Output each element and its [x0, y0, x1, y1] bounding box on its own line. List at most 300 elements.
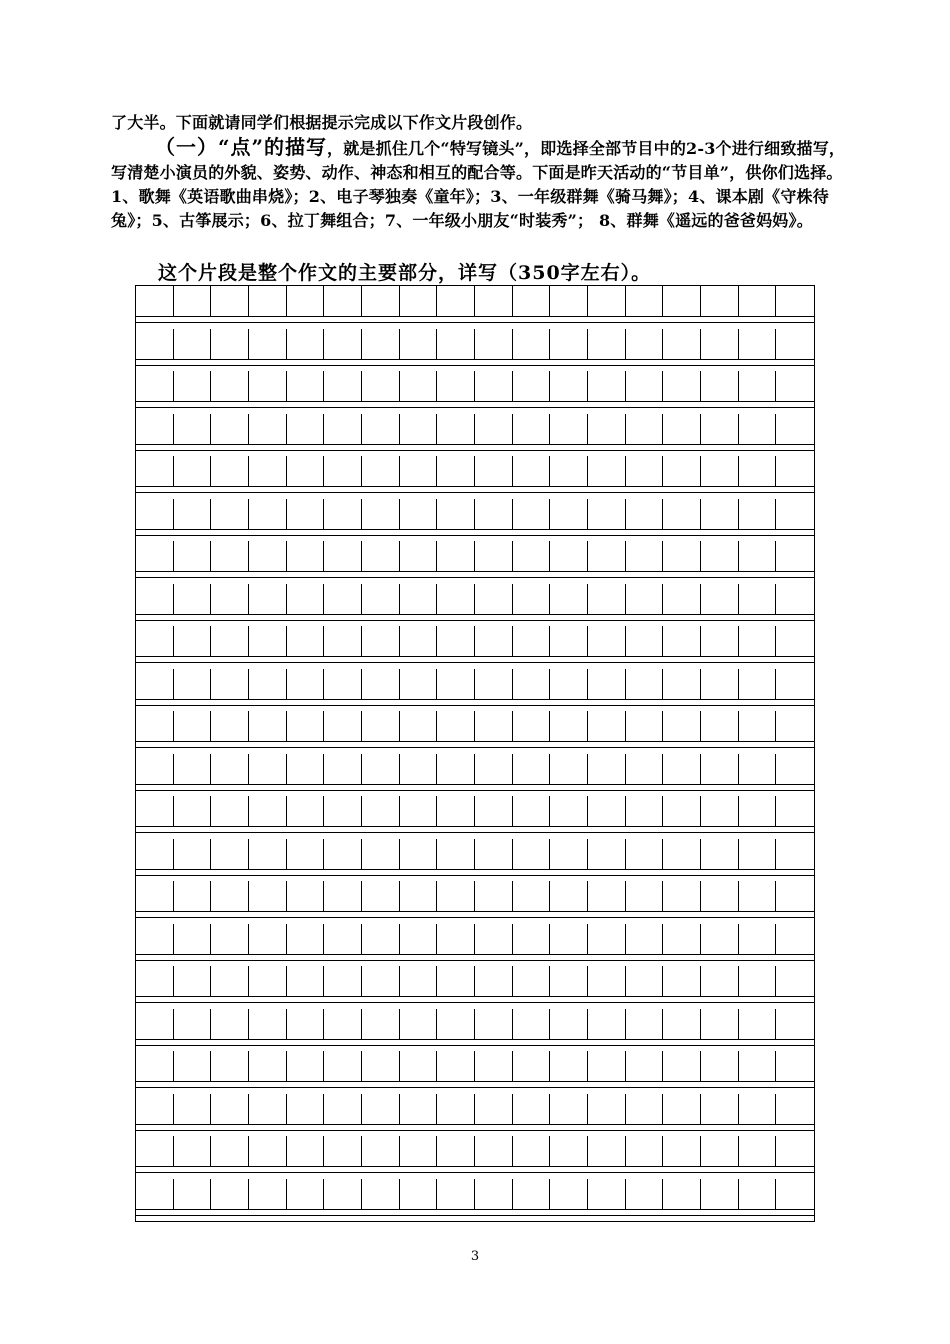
grid-cell[interactable] — [211, 499, 249, 529]
grid-cell[interactable] — [626, 499, 664, 529]
grid-cell[interactable] — [663, 456, 701, 486]
grid-cell[interactable] — [475, 499, 513, 529]
grid-cell[interactable] — [287, 329, 325, 359]
grid-cell[interactable] — [136, 1136, 174, 1166]
grid-cell[interactable] — [588, 669, 626, 699]
grid-cell[interactable] — [776, 584, 814, 614]
grid-cell[interactable] — [588, 414, 626, 444]
grid-cell[interactable] — [174, 626, 212, 656]
grid-cell[interactable] — [475, 1009, 513, 1039]
grid-cell[interactable] — [211, 1009, 249, 1039]
grid-cell[interactable] — [626, 541, 664, 571]
grid-cell[interactable] — [174, 711, 212, 741]
grid-cell[interactable] — [249, 1179, 287, 1209]
grid-cell[interactable] — [362, 796, 400, 826]
grid-cell[interactable] — [324, 754, 362, 784]
grid-cell[interactable] — [513, 1136, 551, 1166]
grid-cell[interactable] — [739, 414, 777, 444]
grid-cell[interactable] — [211, 881, 249, 911]
grid-cell[interactable] — [249, 966, 287, 996]
grid-cell[interactable] — [663, 881, 701, 911]
grid-cell[interactable] — [211, 924, 249, 954]
grid-cell[interactable] — [776, 796, 814, 826]
grid-cell[interactable] — [475, 1094, 513, 1124]
grid-cell[interactable] — [362, 329, 400, 359]
grid-cell[interactable] — [211, 839, 249, 869]
grid-cell[interactable] — [437, 881, 475, 911]
writing-grid[interactable] — [135, 285, 815, 1222]
grid-cell[interactable] — [701, 1009, 739, 1039]
grid-cell[interactable] — [174, 286, 212, 316]
grid-cell[interactable] — [550, 329, 588, 359]
grid-cell[interactable] — [475, 966, 513, 996]
grid-cell[interactable] — [475, 711, 513, 741]
grid-cell[interactable] — [588, 881, 626, 911]
grid-cell[interactable] — [739, 329, 777, 359]
grid-cell[interactable] — [249, 329, 287, 359]
grid-cell[interactable] — [475, 839, 513, 869]
grid-cell[interactable] — [513, 541, 551, 571]
grid-cell[interactable] — [211, 1051, 249, 1081]
grid-cell[interactable] — [550, 456, 588, 486]
grid-cell[interactable] — [324, 669, 362, 699]
grid-cell[interactable] — [249, 1051, 287, 1081]
grid-cell[interactable] — [287, 456, 325, 486]
grid-cell[interactable] — [663, 1179, 701, 1209]
grid-cell[interactable] — [437, 796, 475, 826]
grid-cell[interactable] — [776, 414, 814, 444]
grid-cell[interactable] — [362, 754, 400, 784]
grid-cell[interactable] — [211, 711, 249, 741]
grid-cell[interactable] — [588, 711, 626, 741]
grid-cell[interactable] — [588, 286, 626, 316]
grid-cell[interactable] — [174, 1051, 212, 1081]
grid-cell[interactable] — [287, 584, 325, 614]
grid-cell[interactable] — [437, 1094, 475, 1124]
grid-cell[interactable] — [513, 881, 551, 911]
grid-cell[interactable] — [324, 414, 362, 444]
grid-cell[interactable] — [513, 499, 551, 529]
grid-cell[interactable] — [287, 669, 325, 699]
grid-cell[interactable] — [174, 371, 212, 401]
grid-cell[interactable] — [739, 839, 777, 869]
grid-cell[interactable] — [287, 796, 325, 826]
grid-cell[interactable] — [550, 839, 588, 869]
grid-cell[interactable] — [513, 711, 551, 741]
grid-cell[interactable] — [663, 371, 701, 401]
grid-cell[interactable] — [588, 626, 626, 656]
grid-cell[interactable] — [701, 881, 739, 911]
grid-cell[interactable] — [362, 924, 400, 954]
grid-cell[interactable] — [776, 499, 814, 529]
grid-cell[interactable] — [324, 456, 362, 486]
grid-cell[interactable] — [136, 1179, 174, 1209]
grid-cell[interactable] — [739, 286, 777, 316]
grid-cell[interactable] — [249, 626, 287, 656]
grid-cell[interactable] — [513, 1179, 551, 1209]
grid-cell[interactable] — [475, 329, 513, 359]
grid-cell[interactable] — [136, 924, 174, 954]
grid-cell[interactable] — [663, 966, 701, 996]
grid-cell[interactable] — [211, 414, 249, 444]
grid-cell[interactable] — [626, 371, 664, 401]
grid-cell[interactable] — [287, 924, 325, 954]
grid-cell[interactable] — [588, 584, 626, 614]
grid-cell[interactable] — [626, 711, 664, 741]
grid-cell[interactable] — [211, 1094, 249, 1124]
grid-cell[interactable] — [739, 584, 777, 614]
grid-cell[interactable] — [626, 669, 664, 699]
grid-cell[interactable] — [626, 881, 664, 911]
grid-cell[interactable] — [400, 1179, 438, 1209]
grid-cell[interactable] — [324, 286, 362, 316]
grid-cell[interactable] — [626, 1051, 664, 1081]
grid-cell[interactable] — [776, 1179, 814, 1209]
grid-cell[interactable] — [626, 796, 664, 826]
grid-cell[interactable] — [249, 754, 287, 784]
grid-cell[interactable] — [136, 754, 174, 784]
grid-cell[interactable] — [550, 541, 588, 571]
grid-cell[interactable] — [136, 541, 174, 571]
grid-cell[interactable] — [475, 754, 513, 784]
grid-cell[interactable] — [400, 1009, 438, 1039]
grid-cell[interactable] — [174, 924, 212, 954]
grid-cell[interactable] — [588, 754, 626, 784]
grid-cell[interactable] — [362, 711, 400, 741]
grid-cell[interactable] — [513, 1009, 551, 1039]
grid-cell[interactable] — [211, 754, 249, 784]
grid-cell[interactable] — [249, 414, 287, 444]
grid-cell[interactable] — [701, 1094, 739, 1124]
grid-cell[interactable] — [513, 1051, 551, 1081]
grid-cell[interactable] — [324, 329, 362, 359]
grid-cell[interactable] — [174, 881, 212, 911]
grid-cell[interactable] — [550, 966, 588, 996]
grid-cell[interactable] — [437, 1009, 475, 1039]
grid-cell[interactable] — [588, 1094, 626, 1124]
grid-cell[interactable] — [513, 286, 551, 316]
grid-cell[interactable] — [287, 839, 325, 869]
grid-cell[interactable] — [324, 1009, 362, 1039]
grid-cell[interactable] — [362, 286, 400, 316]
grid-cell[interactable] — [174, 1136, 212, 1166]
grid-cell[interactable] — [249, 371, 287, 401]
grid-cell[interactable] — [513, 669, 551, 699]
grid-cell[interactable] — [776, 669, 814, 699]
grid-cell[interactable] — [400, 414, 438, 444]
grid-cell[interactable] — [701, 541, 739, 571]
grid-cell[interactable] — [211, 329, 249, 359]
grid-cell[interactable] — [362, 1094, 400, 1124]
grid-cell[interactable] — [287, 1179, 325, 1209]
grid-cell[interactable] — [362, 966, 400, 996]
grid-cell[interactable] — [400, 796, 438, 826]
grid-cell[interactable] — [475, 924, 513, 954]
grid-cell[interactable] — [663, 499, 701, 529]
grid-cell[interactable] — [550, 626, 588, 656]
grid-cell[interactable] — [550, 754, 588, 784]
grid-cell[interactable] — [400, 1051, 438, 1081]
grid-cell[interactable] — [739, 669, 777, 699]
grid-cell[interactable] — [701, 1179, 739, 1209]
grid-cell[interactable] — [701, 839, 739, 869]
grid-cell[interactable] — [362, 1051, 400, 1081]
grid-cell[interactable] — [588, 1136, 626, 1166]
grid-cell[interactable] — [249, 796, 287, 826]
grid-cell[interactable] — [626, 1009, 664, 1039]
grid-cell[interactable] — [475, 286, 513, 316]
grid-cell[interactable] — [776, 711, 814, 741]
grid-cell[interactable] — [550, 286, 588, 316]
grid-cell[interactable] — [174, 414, 212, 444]
grid-cell[interactable] — [174, 584, 212, 614]
grid-cell[interactable] — [739, 626, 777, 656]
grid-cell[interactable] — [663, 584, 701, 614]
grid-cell[interactable] — [400, 584, 438, 614]
grid-cell[interactable] — [211, 286, 249, 316]
grid-cell[interactable] — [776, 1051, 814, 1081]
grid-cell[interactable] — [776, 1009, 814, 1039]
grid-cell[interactable] — [437, 584, 475, 614]
grid-cell[interactable] — [513, 754, 551, 784]
grid-cell[interactable] — [400, 881, 438, 911]
grid-cell[interactable] — [663, 924, 701, 954]
grid-cell[interactable] — [437, 456, 475, 486]
grid-cell[interactable] — [776, 329, 814, 359]
grid-cell[interactable] — [550, 796, 588, 826]
grid-cell[interactable] — [739, 371, 777, 401]
grid-cell[interactable] — [701, 1051, 739, 1081]
grid-cell[interactable] — [513, 329, 551, 359]
grid-cell[interactable] — [362, 456, 400, 486]
grid-cell[interactable] — [513, 924, 551, 954]
grid-cell[interactable] — [475, 1136, 513, 1166]
grid-cell[interactable] — [249, 286, 287, 316]
grid-cell[interactable] — [174, 1094, 212, 1124]
grid-cell[interactable] — [211, 966, 249, 996]
grid-cell[interactable] — [626, 584, 664, 614]
grid-cell[interactable] — [324, 1136, 362, 1166]
grid-cell[interactable] — [211, 541, 249, 571]
grid-cell[interactable] — [739, 499, 777, 529]
grid-cell[interactable] — [324, 839, 362, 869]
grid-cell[interactable] — [701, 329, 739, 359]
grid-cell[interactable] — [701, 499, 739, 529]
grid-cell[interactable] — [663, 1009, 701, 1039]
grid-cell[interactable] — [776, 371, 814, 401]
grid-cell[interactable] — [400, 499, 438, 529]
grid-cell[interactable] — [437, 966, 475, 996]
grid-cell[interactable] — [400, 626, 438, 656]
grid-cell[interactable] — [475, 669, 513, 699]
grid-cell[interactable] — [437, 711, 475, 741]
grid-cell[interactable] — [513, 584, 551, 614]
grid-cell[interactable] — [701, 286, 739, 316]
grid-cell[interactable] — [249, 711, 287, 741]
grid-cell[interactable] — [437, 669, 475, 699]
grid-cell[interactable] — [362, 669, 400, 699]
grid-cell[interactable] — [287, 711, 325, 741]
grid-cell[interactable] — [550, 1009, 588, 1039]
grid-cell[interactable] — [513, 626, 551, 656]
grid-cell[interactable] — [362, 499, 400, 529]
grid-cell[interactable] — [362, 1136, 400, 1166]
grid-cell[interactable] — [136, 1094, 174, 1124]
grid-cell[interactable] — [550, 371, 588, 401]
grid-cell[interactable] — [287, 1094, 325, 1124]
grid-cell[interactable] — [550, 881, 588, 911]
grid-cell[interactable] — [400, 541, 438, 571]
grid-cell[interactable] — [475, 1051, 513, 1081]
grid-cell[interactable] — [513, 371, 551, 401]
grid-cell[interactable] — [626, 839, 664, 869]
grid-cell[interactable] — [550, 499, 588, 529]
grid-cell[interactable] — [362, 1009, 400, 1039]
grid-cell[interactable] — [362, 541, 400, 571]
grid-cell[interactable] — [249, 499, 287, 529]
grid-cell[interactable] — [588, 1009, 626, 1039]
grid-cell[interactable] — [136, 584, 174, 614]
grid-cell[interactable] — [249, 1094, 287, 1124]
grid-cell[interactable] — [362, 626, 400, 656]
grid-cell[interactable] — [362, 584, 400, 614]
grid-cell[interactable] — [287, 1136, 325, 1166]
grid-cell[interactable] — [174, 796, 212, 826]
grid-cell[interactable] — [513, 796, 551, 826]
grid-cell[interactable] — [626, 456, 664, 486]
grid-cell[interactable] — [626, 754, 664, 784]
grid-cell[interactable] — [287, 414, 325, 444]
grid-cell[interactable] — [475, 456, 513, 486]
grid-cell[interactable] — [663, 286, 701, 316]
grid-cell[interactable] — [776, 626, 814, 656]
grid-cell[interactable] — [174, 754, 212, 784]
grid-cell[interactable] — [211, 456, 249, 486]
grid-cell[interactable] — [701, 456, 739, 486]
grid-cell[interactable] — [550, 414, 588, 444]
grid-cell[interactable] — [663, 839, 701, 869]
grid-cell[interactable] — [249, 584, 287, 614]
grid-cell[interactable] — [739, 456, 777, 486]
grid-cell[interactable] — [513, 414, 551, 444]
grid-cell[interactable] — [437, 541, 475, 571]
grid-cell[interactable] — [626, 924, 664, 954]
grid-cell[interactable] — [287, 1051, 325, 1081]
grid-cell[interactable] — [739, 1094, 777, 1124]
grid-cell[interactable] — [663, 711, 701, 741]
grid-cell[interactable] — [136, 286, 174, 316]
grid-cell[interactable] — [475, 541, 513, 571]
grid-cell[interactable] — [701, 414, 739, 444]
grid-cell[interactable] — [739, 711, 777, 741]
grid-cell[interactable] — [136, 711, 174, 741]
grid-cell[interactable] — [136, 796, 174, 826]
grid-cell[interactable] — [475, 584, 513, 614]
grid-cell[interactable] — [324, 371, 362, 401]
grid-cell[interactable] — [776, 1136, 814, 1166]
grid-cell[interactable] — [663, 1094, 701, 1124]
grid-cell[interactable] — [437, 1136, 475, 1166]
grid-cell[interactable] — [437, 286, 475, 316]
grid-cell[interactable] — [287, 541, 325, 571]
grid-cell[interactable] — [249, 1136, 287, 1166]
grid-cell[interactable] — [588, 966, 626, 996]
grid-cell[interactable] — [776, 924, 814, 954]
grid-cell[interactable] — [287, 881, 325, 911]
grid-cell[interactable] — [513, 839, 551, 869]
grid-cell[interactable] — [249, 1009, 287, 1039]
grid-cell[interactable] — [174, 541, 212, 571]
grid-cell[interactable] — [588, 329, 626, 359]
grid-cell[interactable] — [550, 924, 588, 954]
grid-cell[interactable] — [701, 796, 739, 826]
grid-cell[interactable] — [437, 626, 475, 656]
grid-cell[interactable] — [739, 754, 777, 784]
grid-cell[interactable] — [513, 456, 551, 486]
grid-cell[interactable] — [475, 1179, 513, 1209]
grid-cell[interactable] — [701, 626, 739, 656]
grid-cell[interactable] — [136, 456, 174, 486]
grid-cell[interactable] — [400, 371, 438, 401]
grid-cell[interactable] — [550, 584, 588, 614]
grid-cell[interactable] — [663, 541, 701, 571]
grid-cell[interactable] — [324, 796, 362, 826]
grid-cell[interactable] — [626, 286, 664, 316]
grid-cell[interactable] — [588, 1051, 626, 1081]
grid-cell[interactable] — [701, 754, 739, 784]
grid-cell[interactable] — [174, 1179, 212, 1209]
grid-cell[interactable] — [701, 966, 739, 996]
grid-cell[interactable] — [663, 1051, 701, 1081]
grid-cell[interactable] — [324, 499, 362, 529]
grid-cell[interactable] — [174, 669, 212, 699]
grid-cell[interactable] — [324, 584, 362, 614]
grid-cell[interactable] — [324, 541, 362, 571]
grid-cell[interactable] — [211, 1179, 249, 1209]
grid-cell[interactable] — [400, 329, 438, 359]
grid-cell[interactable] — [626, 329, 664, 359]
grid-cell[interactable] — [324, 966, 362, 996]
grid-cell[interactable] — [776, 881, 814, 911]
grid-cell[interactable] — [437, 924, 475, 954]
grid-cell[interactable] — [776, 839, 814, 869]
grid-cell[interactable] — [136, 1051, 174, 1081]
grid-cell[interactable] — [400, 754, 438, 784]
grid-cell[interactable] — [324, 924, 362, 954]
grid-cell[interactable] — [776, 286, 814, 316]
grid-cell[interactable] — [400, 966, 438, 996]
grid-cell[interactable] — [174, 839, 212, 869]
grid-cell[interactable] — [626, 1136, 664, 1166]
grid-cell[interactable] — [400, 286, 438, 316]
grid-cell[interactable] — [437, 499, 475, 529]
grid-cell[interactable] — [400, 711, 438, 741]
grid-cell[interactable] — [437, 754, 475, 784]
grid-cell[interactable] — [701, 711, 739, 741]
grid-cell[interactable] — [776, 541, 814, 571]
grid-cell[interactable] — [739, 924, 777, 954]
grid-cell[interactable] — [437, 1051, 475, 1081]
grid-cell[interactable] — [400, 1136, 438, 1166]
grid-cell[interactable] — [776, 1094, 814, 1124]
grid-cell[interactable] — [739, 881, 777, 911]
grid-cell[interactable] — [550, 1051, 588, 1081]
grid-cell[interactable] — [701, 584, 739, 614]
grid-cell[interactable] — [701, 371, 739, 401]
grid-cell[interactable] — [287, 754, 325, 784]
grid-cell[interactable] — [287, 1009, 325, 1039]
grid-cell[interactable] — [287, 371, 325, 401]
